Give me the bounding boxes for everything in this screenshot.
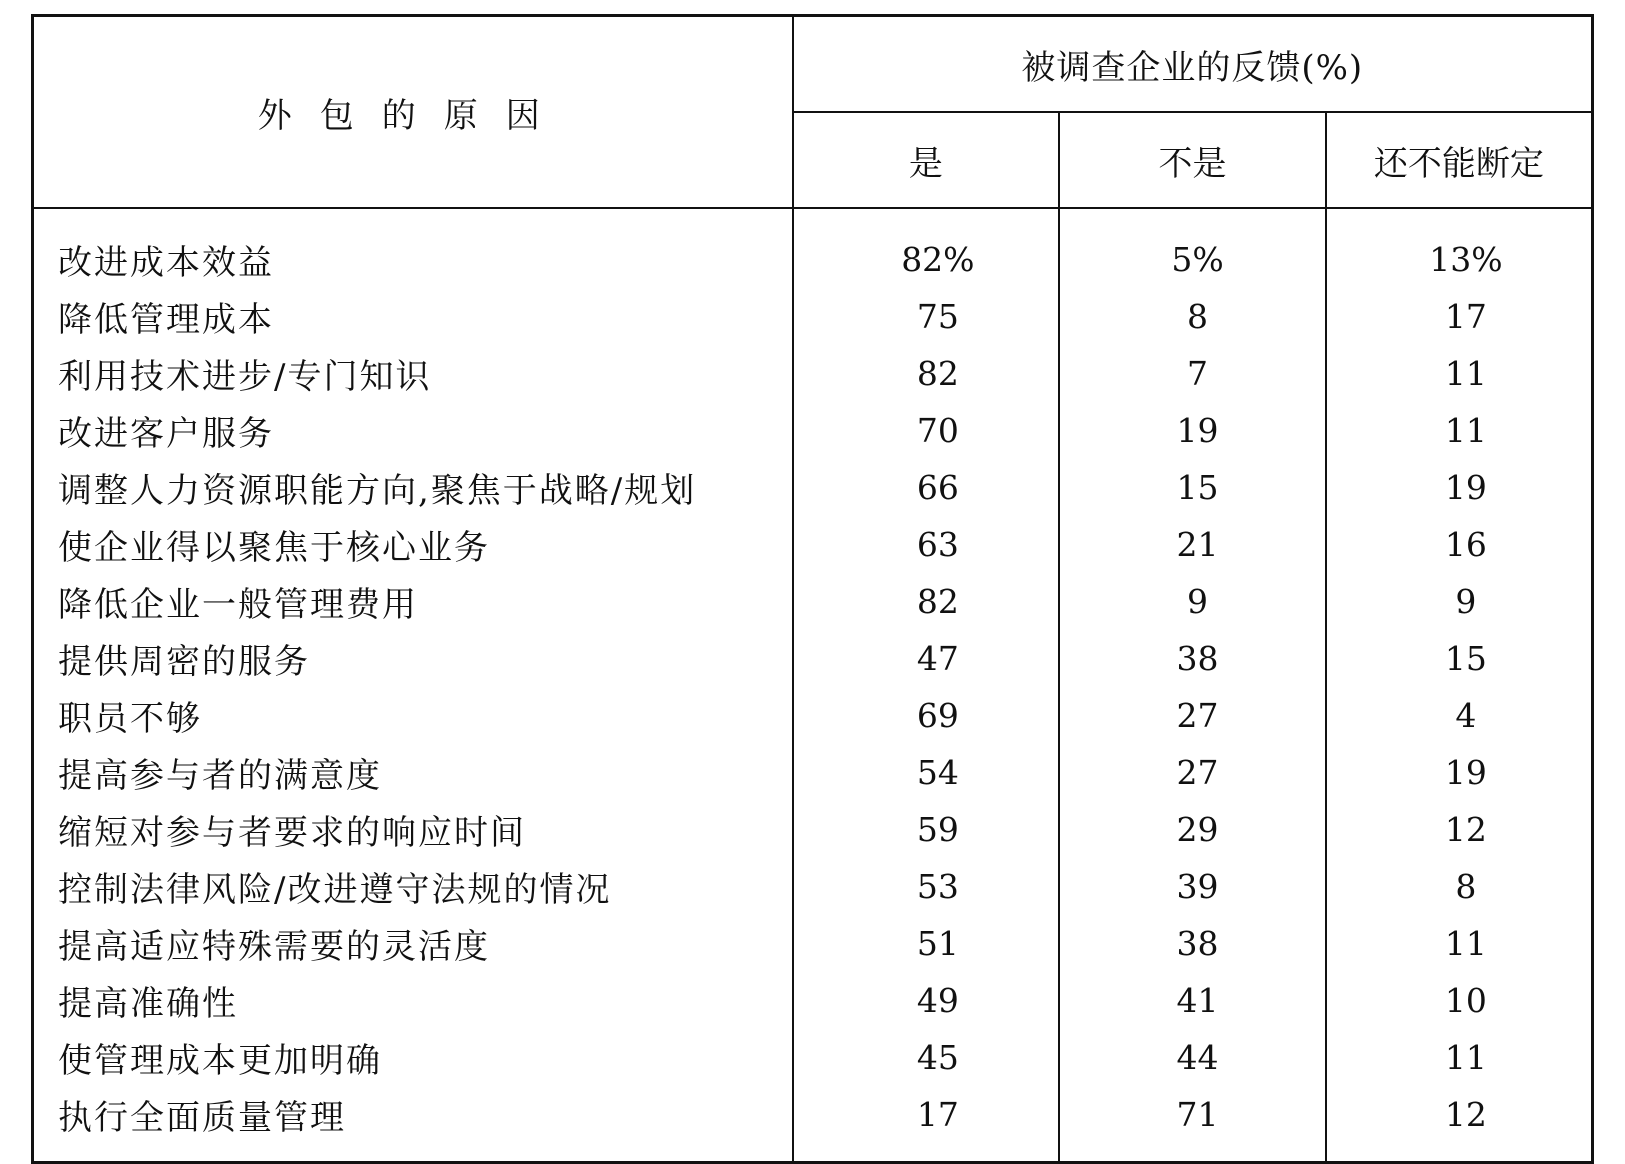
table-row — [33, 630, 1593, 687]
reason-cell: 职员不够 — [33, 687, 793, 744]
unsure-cell: 11 — [1444, 924, 1487, 963]
reason-cell: 提高适应特殊需要的灵活度 — [33, 915, 793, 972]
unsure-cell: 15 — [1444, 639, 1487, 678]
yes-cell: 59 — [793, 801, 1060, 858]
reason-cell: 降低管理成本 — [33, 288, 793, 345]
table-row — [33, 402, 1593, 459]
yes-cell: 47 — [793, 630, 1060, 687]
reason-cell: 执行全面质量管理 — [33, 1086, 793, 1143]
unsure-cell: 8 — [1455, 867, 1477, 906]
yes-cell: 66 — [793, 459, 1060, 516]
table-row — [33, 1029, 1593, 1086]
yes-cell: 51 — [793, 915, 1060, 972]
unsure-cell: 11 — [1444, 1038, 1487, 1077]
no-cell: 29 — [1059, 801, 1326, 858]
unsure-cell: 9 — [1455, 582, 1477, 621]
table-row — [33, 288, 1593, 345]
yes-cell: 69 — [793, 687, 1060, 744]
reason-cell: 缩短对参与者要求的响应时间 — [33, 801, 793, 858]
table-row — [33, 345, 1593, 402]
no-column-header: 不是 — [1059, 112, 1326, 208]
table-row — [33, 1086, 1593, 1143]
no-cell: 38 — [1059, 915, 1326, 972]
unsure-cell: 16 — [1444, 525, 1487, 564]
unsure-cell: 19 — [1444, 468, 1487, 507]
no-cell: 71 — [1059, 1086, 1326, 1143]
table-row — [33, 687, 1593, 744]
reason-cell: 利用技术进步/专门知识 — [33, 345, 793, 402]
reason-cell: 提供周密的服务 — [33, 630, 793, 687]
reason-cell: 改进成本效益 — [33, 231, 793, 288]
table-row — [33, 516, 1593, 573]
unsure-cell: 10 — [1444, 981, 1487, 1020]
yes-cell: 49 — [793, 972, 1060, 1029]
unsure-cell: 12 — [1444, 1095, 1487, 1134]
table-row — [33, 231, 1593, 288]
unsure-cell: 11 — [1444, 411, 1487, 450]
yes-cell: 54 — [793, 744, 1060, 801]
no-cell: 15 — [1059, 459, 1326, 516]
no-cell: 19 — [1059, 402, 1326, 459]
table-row — [33, 972, 1593, 1029]
reason-cell: 提高准确性 — [33, 972, 793, 1029]
no-cell: 41 — [1059, 972, 1326, 1029]
feedback-group-header: 被调查企业的反馈(%) — [793, 16, 1593, 113]
unsure-cell: 12 — [1444, 810, 1487, 849]
yes-cell: 17 — [793, 1086, 1060, 1143]
reason-cell: 使企业得以聚焦于核心业务 — [33, 516, 793, 573]
reason-cell: 提高参与者的满意度 — [33, 744, 793, 801]
no-cell: 27 — [1059, 687, 1326, 744]
reason-cell: 降低企业一般管理费用 — [33, 573, 793, 630]
no-cell: 39 — [1059, 858, 1326, 915]
no-cell: 44 — [1059, 1029, 1326, 1086]
yes-cell: 53 — [793, 858, 1060, 915]
no-cell: 9 — [1059, 573, 1326, 630]
yes-cell: 82 — [793, 573, 1060, 630]
reason-column-header: 外包的原因 — [33, 16, 793, 209]
no-cell: 8 — [1059, 288, 1326, 345]
no-cell: 7 — [1059, 345, 1326, 402]
unsure-column-header: 还不能断定 — [1326, 112, 1593, 208]
yes-cell: 70 — [793, 402, 1060, 459]
no-cell: 38 — [1059, 630, 1326, 687]
yes-cell: 63 — [793, 516, 1060, 573]
yes-cell: 82 — [793, 345, 1060, 402]
unsure-cell: 11 — [1444, 354, 1487, 393]
table-body — [33, 208, 1593, 1163]
reason-cell: 调整人力资源职能方向,聚焦于战略/规划 — [33, 459, 793, 516]
unsure-cell: 13% — [1429, 240, 1503, 279]
no-cell: 21 — [1059, 516, 1326, 573]
outsourcing-reasons-table — [31, 14, 1594, 1164]
table-row — [33, 573, 1593, 630]
table-row — [33, 858, 1593, 915]
reason-cell: 改进客户服务 — [33, 402, 793, 459]
no-cell: 27 — [1059, 744, 1326, 801]
table-row — [33, 459, 1593, 516]
table-row — [33, 744, 1593, 801]
yes-cell: 75 — [793, 288, 1060, 345]
yes-column-header: 是 — [793, 112, 1060, 208]
unsure-cell: 19 — [1444, 753, 1487, 792]
reason-cell: 使管理成本更加明确 — [33, 1029, 793, 1086]
reason-cell: 控制法律风险/改进遵守法规的情况 — [33, 858, 793, 915]
unsure-cell: 17 — [1444, 297, 1487, 336]
unsure-cell: 4 — [1455, 696, 1477, 735]
table-row — [33, 915, 1593, 972]
yes-cell: 45 — [793, 1029, 1060, 1086]
yes-cell: 82% — [793, 231, 1060, 288]
spacer-row — [33, 208, 1593, 231]
table-row — [33, 801, 1593, 858]
no-cell: 5% — [1059, 231, 1326, 288]
